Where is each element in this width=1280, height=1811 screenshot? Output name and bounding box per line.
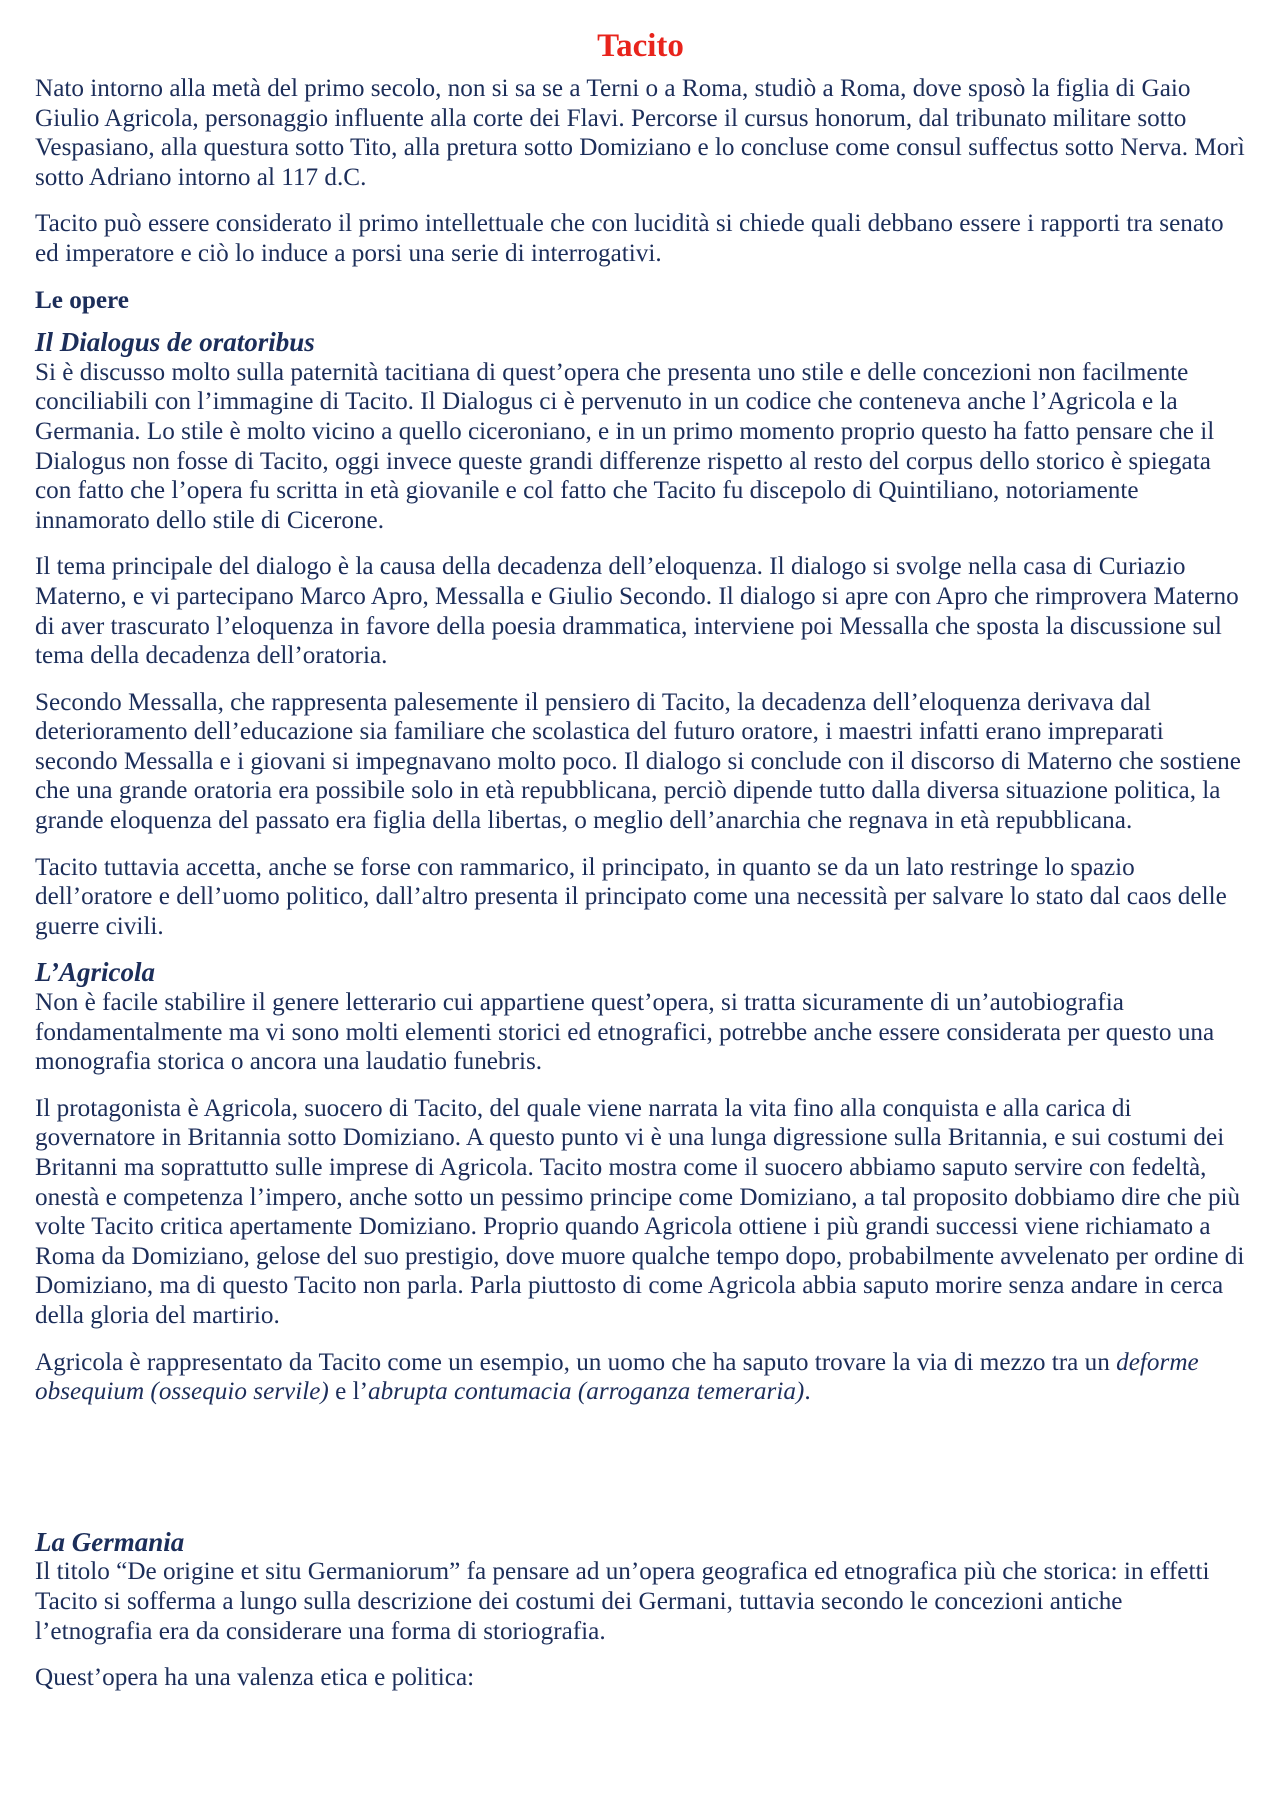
dialogus-heading: Il Dialogus de oratoribus xyxy=(35,327,315,358)
intro-paragraph-1: Nato intorno alla metà del primo secolo, non si sa se a Terni o a Roma, studiò a Roma, dove sposò la figlia di Gaio Giulio Agricola, personaggio influente alla corte dei Flavi. Percorse il cursus honorum, dal tribunato militare sotto Vespasiano, alla questura sotto Tito, alla pretura sotto Domiziano e lo concluse come consul suffectus sotto Nerva. Morì sotto Adriano intorno al 117 d.C. xyxy=(35,75,1245,191)
agricola-paragraph-1: Non è facile stabilire il genere letterario cui appartiene quest’opera, si tratta sicuramente di un’autobiografia fondamentalmente ma vi sono molti elementi storici ed etnografici, potrebbe anche essere considerata per questo una monografia storica o ancora una laudatio funebris. xyxy=(35,989,1215,1076)
works-heading: Le opere xyxy=(35,286,129,314)
document-title: Tacito xyxy=(597,28,684,64)
intro-paragraph-2: Tacito può essere considerato il primo intellettuale che con lucidità si chiede quali debbano essere i rapporti tra senato ed imperatore e ciò lo induce a porsi una serie di interrogativi. xyxy=(35,210,1224,267)
dialogus-section xyxy=(35,328,1246,941)
agricola-heading: L’Agricola xyxy=(35,957,155,988)
agricola-text-before: Agricola è rappresentato da Tacito come un esempio, un uomo che ha saputo trovare la via di mezzo tra un xyxy=(35,1348,1117,1376)
agricola-section xyxy=(35,958,1246,1406)
dialogus-paragraph-3: Secondo Messalla, che rappresenta palesemente il pensiero di Tacito, la decadenza dell’eloquenza derivava dal deterioramento dell’educazione sia familiare che scolastica del futuro oratore, i maestri infatti erano impreparati secondo Messalla e i giovani si impegnavano molto poco. Il dialogo si conclude con il discorso di Materno che sostiene che una grande oratoria era possibile solo in età repubblicana, perciò dipende tutto dalla diversa situazione politica, la grande eloquenza del passato era figlia della libertas, o meglio dell’anarchia che regnava in età repubblicana. xyxy=(35,688,1241,835)
germania-paragraph-1: Il titolo “De origine et situ Germaniorum” fa pensare ad un’opera geografica ed etnografica più che storica: in effetti Tacito si sofferma a lungo sulla descrizione dei costumi dei Germani, tuttavia secondo le concezioni antiche l’etnografia era da considerare una forma di storiografia. xyxy=(35,1558,1210,1645)
agricola-paragraph-3 xyxy=(35,1348,1246,1407)
germania-heading: La Germania xyxy=(35,1526,185,1557)
agricola-text-after: . xyxy=(804,1378,811,1406)
blank-space xyxy=(35,1424,1246,1528)
dialogus-paragraph-1: Si è discusso molto sulla paternità tacitiana di quest’opera che presenta uno stile e delle concezioni non facilmente conciliabili con l’immagine di Tacito. Il Dialogus ci è pervenuto in un codice che conteneva anche l’Agricola e la Germania. Lo stile è molto vicino a quello ciceroniano, e in un primo momento proprio questo ha fatto pensare che il Dialogus non fosse di Tacito, oggi invece queste grandi differenze rispetto al resto del corpus dello storico è spiegata con fatto che l’opera fu scritta in età giovanile e col fatto che Tacito fu discepolo di Quintiliano, notoriamente innamorato dello stile di Cicerone. xyxy=(35,358,1215,534)
germania-section xyxy=(35,1528,1246,1693)
agricola-paragraph-2: Il protagonista è Agricola, suocero di Tacito, del quale viene narrata la vita fino alla conquista e alla carica di governatore in Britannia sotto Domiziano. A questo punto vi è una lunga digressione sulla Britannia, e sui costumi dei Britanni ma soprattutto sulle imprese di Agricola. Tacito mostra come il suocero abbiamo saputo servire con fedeltà, onestà e competenza l’impero, anche sotto un pessimo principe come Domiziano, a tal proposito dobbiamo dire che più volte Tacito critica apertamente Domiziano. Proprio quando Agricola ottiene i più grandi successi viene richiamato a Roma da Domiziano, gelose del suo prestigio, dove muore qualche tempo dopo, probabilmente avvelenato per ordine di Domiziano, ma di questo Tacito non parla. Parla piuttosto di come Agricola abbia saputo morire senza andare in cerca della gloria del martirio. xyxy=(35,1094,1245,1329)
agricola-italic-obsequium: deforme obsequium (ossequio servile) xyxy=(35,1348,1199,1406)
dialogus-paragraph-4: Tacito tuttavia accetta, anche se forse con rammarico, il principato, in quanto se da un lato restringe lo spazio dell’oratore e dell’uomo politico, dall’altro presenta il principato come una necessità per salvare lo stato dal caos delle guerre civili. xyxy=(35,853,1227,940)
dialogus-paragraph-2: Il tema principale del dialogo è la causa della decadenza dell’eloquenza. Il dialogo si svolge nella casa di Curiazio Materno, e vi partecipano Marco Apro, Messalla e Giulio Secondo. Il dialogo si apre con Apro che rimprovera Materno di aver trascurato l’eloquenza in favore della poesia drammatica, interviene poi Messalla che sposta la discussione sul tema della decadenza dell’oratoria. xyxy=(35,553,1239,670)
germania-paragraph-2: Quest’opera ha una valenza etica e politica: xyxy=(35,1664,475,1692)
agricola-text-middle: e l’ xyxy=(328,1378,368,1406)
agricola-italic-contumacia: abrupta contumacia (arroganza temeraria) xyxy=(367,1378,805,1406)
